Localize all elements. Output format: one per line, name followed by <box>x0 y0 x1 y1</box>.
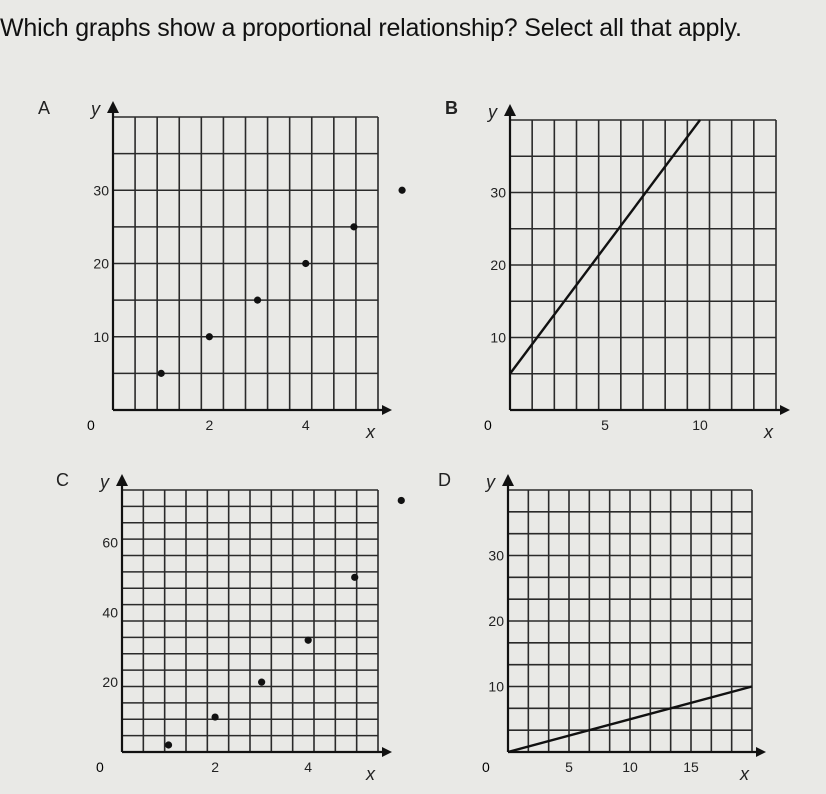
y-tick-label: 10 <box>488 678 504 695</box>
y-tick-label: 20 <box>93 255 109 272</box>
x-tick-label: 2 <box>211 759 219 775</box>
x-axis-arrow <box>756 747 766 757</box>
chart-panel-d <box>482 472 766 784</box>
y-axis-label: y <box>486 472 495 492</box>
grid-lines <box>122 490 378 752</box>
chart-panel-c <box>96 472 405 784</box>
question-text: Which graphs show a proportional relationship? Select all that apply. <box>0 14 742 42</box>
y-tick-label: 10 <box>93 328 109 345</box>
y-axis-label: y <box>100 472 109 492</box>
x-tick-label: 4 <box>304 759 313 775</box>
y-axis-label: y <box>488 102 497 122</box>
data-point <box>206 333 213 340</box>
y-tick-label: 40 <box>102 604 118 621</box>
x-tick-label: 10 <box>622 759 638 775</box>
data-point <box>398 497 405 504</box>
x-axis-arrow <box>382 405 392 415</box>
origin-label: 0 <box>482 759 490 775</box>
data-point <box>165 741 172 748</box>
y-tick-label: 30 <box>488 547 504 564</box>
x-tick-label: 10 <box>692 417 708 433</box>
data-point <box>302 260 309 267</box>
y-tick-label: 20 <box>488 613 504 629</box>
x-axis-label: x <box>366 764 375 784</box>
y-axis-label: y <box>91 99 100 119</box>
data-point <box>398 187 405 194</box>
y-tick-label: 30 <box>93 182 109 199</box>
x-axis-label: x <box>764 422 773 442</box>
y-axis-arrow <box>502 474 514 486</box>
data-point <box>305 637 312 644</box>
data-point <box>350 223 357 230</box>
y-tick-label: 20 <box>490 257 506 273</box>
origin-label: 0 <box>96 759 104 775</box>
y-tick-label: 30 <box>490 184 506 201</box>
y-tick-label: 20 <box>102 674 118 691</box>
data-point <box>158 370 165 377</box>
panel-letter-d: D <box>438 470 451 490</box>
chart-panel-b <box>484 102 790 442</box>
x-axis-arrow <box>780 405 790 415</box>
x-tick-label: 2 <box>205 417 214 433</box>
x-axis-arrow <box>382 747 392 757</box>
data-point <box>254 297 261 304</box>
data-point <box>211 713 218 720</box>
grid-lines <box>508 490 752 752</box>
origin-label: 0 <box>484 417 492 433</box>
x-tick-label: 5 <box>601 417 609 433</box>
y-axis-arrow <box>504 104 516 116</box>
y-tick-label: 10 <box>490 329 506 346</box>
grid-lines <box>113 117 378 410</box>
x-axis-label: x <box>740 764 749 784</box>
origin-label: 0 <box>87 417 95 433</box>
panel-letter-a: A <box>38 98 51 118</box>
x-axis-label: x <box>366 422 375 442</box>
chart-panel-a <box>87 99 406 442</box>
x-tick-label: 15 <box>683 759 699 775</box>
x-tick-label: 4 <box>301 417 310 433</box>
data-point <box>258 679 265 686</box>
panel-letter-b: B <box>445 98 458 118</box>
grid-lines <box>510 120 776 410</box>
y-axis-arrow <box>116 474 128 486</box>
panel-letter-c: C <box>56 470 69 490</box>
data-point <box>351 574 358 581</box>
x-tick-label: 5 <box>565 759 573 775</box>
y-tick-label: 60 <box>102 534 118 551</box>
data-line <box>510 120 700 374</box>
y-axis-arrow <box>107 101 119 113</box>
